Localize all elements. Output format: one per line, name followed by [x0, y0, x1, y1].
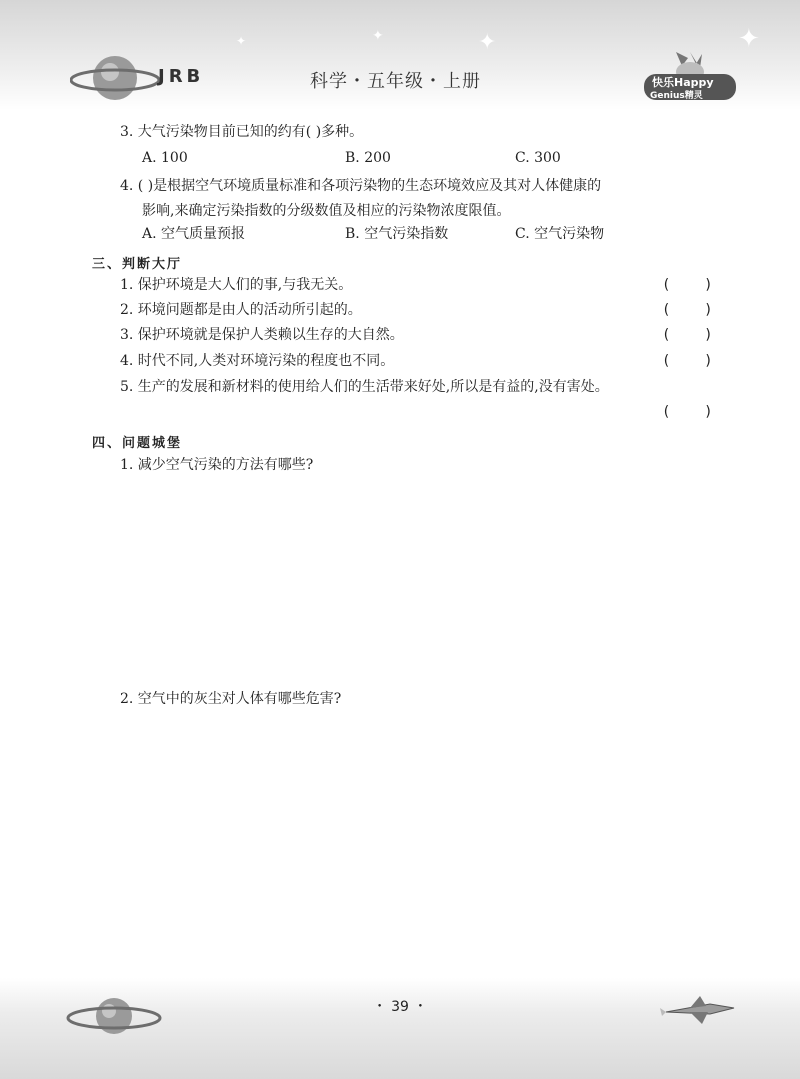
- judge-item-5: 5. 生产的发展和新材料的使用给人们的生活带来好处,所以是有益的,没有害处。: [120, 379, 609, 395]
- star-icon: ✦: [738, 24, 760, 54]
- answer-blank-4[interactable]: ( ): [662, 353, 713, 369]
- answer-blank-5[interactable]: ( ): [662, 404, 713, 420]
- judge-item-1: 1. 保护环境是大人们的事,与我无关。: [120, 277, 353, 293]
- logo-text-bottom: Genius精灵: [650, 91, 703, 101]
- section-4-heading: 四、问题城堡: [92, 436, 183, 451]
- question-4-stem-line1: 4. ( )是根据空气环境质量标准和各项污染物的生态环境效应及其对人体健康的: [120, 178, 602, 194]
- question-3-option-a: A. 100: [142, 150, 188, 166]
- question-4-option-b: B. 空气污染指数: [345, 226, 449, 242]
- question-castle-2: 2. 空气中的灰尘对人体有哪些危害?: [120, 691, 342, 707]
- space-shuttle-icon: [660, 990, 740, 1030]
- question-3-stem: 3. 大气污染物目前已知的约有( )多种。: [120, 124, 364, 140]
- page-title: 科学・五年级・上册: [310, 71, 481, 92]
- genie-logo: [640, 48, 740, 103]
- planet-icon: [70, 48, 160, 108]
- answer-blank-1[interactable]: ( ): [662, 277, 713, 293]
- judge-item-2: 2. 环境问题都是由人的活动所引起的。: [120, 302, 362, 318]
- question-4-option-a: A. 空气质量预报: [142, 226, 246, 242]
- planet-icon: [66, 990, 162, 1042]
- judge-item-4: 4. 时代不同,人类对环境污染的程度也不同。: [120, 353, 395, 369]
- star-icon: ✦: [236, 34, 247, 48]
- question-3-option-c: C. 300: [515, 150, 561, 166]
- star-icon: ✦: [478, 30, 497, 55]
- question-4-option-c: C. 空气污染物: [515, 226, 605, 242]
- brand-mark: JRB: [158, 66, 205, 87]
- question-3-option-b: B. 200: [345, 150, 391, 166]
- answer-blank-2[interactable]: ( ): [662, 302, 713, 318]
- logo-text-top: 快乐Happy: [652, 76, 714, 89]
- page-number: ・ 39 ・: [372, 999, 428, 1015]
- question-4-stem-line2: 影响,来确定污染指数的分级数值及相应的污染物浓度限值。: [142, 203, 511, 219]
- star-icon: ✦: [372, 28, 384, 44]
- answer-blank-3[interactable]: ( ): [662, 327, 713, 343]
- judge-item-3: 3. 保护环境就是保护人类赖以生存的大自然。: [120, 327, 404, 343]
- section-3-heading: 三、判断大厅: [92, 257, 183, 272]
- question-castle-1: 1. 减少空气污染的方法有哪些?: [120, 457, 314, 473]
